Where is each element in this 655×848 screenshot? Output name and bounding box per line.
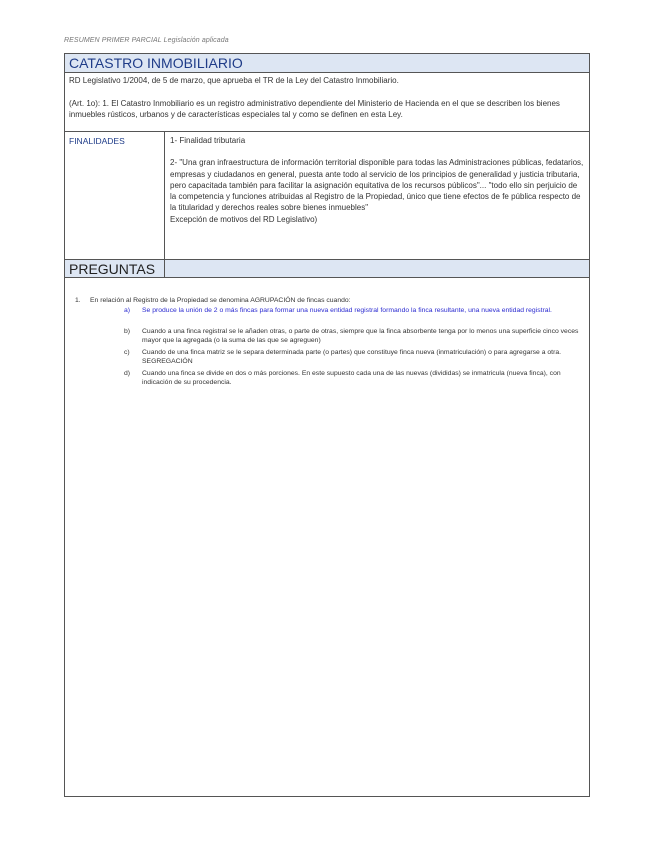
finalidad-item-2: 2- "Una gran infraestructura de información territorial disponible para todas las Administraciones públicas, fedatarios, empresas y ciudadanos en general, puesta ante todo al servicio de los principios de generalidad y justicia tributaria, pero capacitada también para facilitar la asignación equitativa de los recursos públicos"... "todo ello sin perjuicio de la competencia y funciones atribuidas al Registro de la Propiedad, único que tiene efectos de fe pública respecto de la titularidad y derechos reales sobre bienes inmuebles" [170,158,584,213]
answer-text: Cuando de una finca matriz se le separa determinada parte (o partes) que constituye finca nueva (inmatriculación) o para agregarse a otra. SEGREGACIÓN [142,349,561,365]
question-text: En relación al Registro de la Propiedad se denomina AGRUPACIÓN de fincas cuando: [90,297,351,304]
answer-text: Cuando una finca se divide en dos o más porciones. En este supuesto cada una de las nuevas (divididas) se inmatricula (nueva finca), con indicación de su procedencia. [142,370,561,386]
answer-letter: d) [124,370,131,377]
question-number: 1. [75,297,81,304]
finalidades-row [65,131,589,259]
finalidad-item-1: 1- Finalidad tributaria [170,136,246,145]
section-title: CATASTRO INMOBILIARIO [69,55,243,71]
intro-article: (Art. 1o): 1. El Catastro Inmobiliario es un registro administrativo dependiente del Ministerio de Hacienda en el que se describen los bienes inmuebles rústicos, urbanos y de características especiales tal y como se definen en esta Ley. [69,99,560,119]
intro-line: RD Legislativo 1/2004, de 5 de marzo, que aprueba el TR de la Ley del Catastro Inmobiliario. [69,76,399,85]
document-frame [64,53,590,797]
column-divider [164,260,165,277]
column-divider [164,131,165,259]
finalidad-item-2-source: Excepción de motivos del RD Legislativo) [170,214,318,224]
answer-text: Se produce la unión de 2 o más fincas para formar una nueva entidad registral formando la finca resultante, una nueva entidad registral. [142,307,552,314]
answer-letter: c) [124,349,130,356]
preguntas-title: PREGUNTAS [69,261,156,277]
running-header: RESUMEN PRIMER PARCIAL Legislación aplicada [64,37,229,44]
finalidades-label: FINALIDADES [69,136,125,146]
answer-letter: b) [124,328,131,335]
preguntas-title-bar [65,259,589,278]
answer-letter: a) [124,307,131,314]
section-title-bar [65,54,589,73]
answer-text: Cuando a una finca registral se le añaden otras, o parte de otras, siempre que la finca absorbente tenga por lo menos una superficie cinco veces mayor que la agregada (o la suma de las que se agreguen) [142,328,579,344]
finalidades-content [170,135,584,225]
